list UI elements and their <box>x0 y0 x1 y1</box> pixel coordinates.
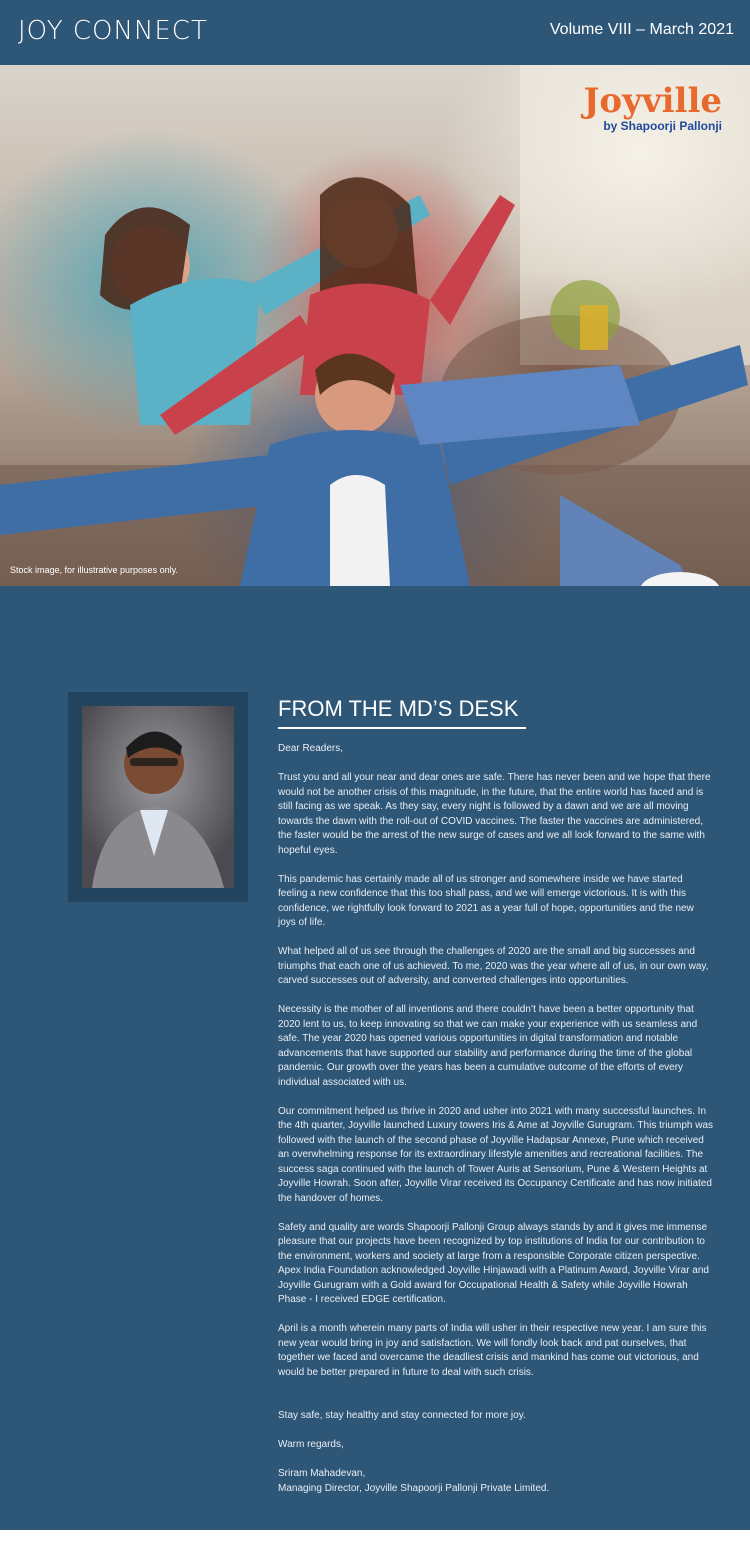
letter-body <box>278 742 714 1496</box>
newsletter-header <box>0 0 750 65</box>
paragraph: Trust you and all your near and dear ones are safe. There has never been and we hope that there would not be another crisis of this magnitude, in the future, that the entire world has faced and is still facing as we speak. As they say, every night is followed by a dawn and we are all moving towards the dawn with the roll-out of COVID vaccines. The faster the vaccines are administered, the faster would be the arrest of the new surge of cases and we all look forward to the same with hopeful eyes. <box>278 772 711 856</box>
paragraph: April is a month wherein many parts of India will usher in their respective new year. I am sure this new year would bring in joy and satisfaction. We will fondly look back and pat ourselves, that together we faced and overcame the deadliest crisis and mankind has come out victorious, and would be better prepared in future to deal with such crisis. <box>278 1323 707 1378</box>
paragraph: Safety and quality are words Shapoorji Pallonji Group always stands by and it gives me immense pleasure that our projects have been recognized by top institutions of India for our contribution to the environment, workers and society at large from a responsible Corporate citizen perspective. Apex India Foundation acknowledged Joyville Hinjawadi with a Platinum Award, Joyville Virar and Joyville Gurugram with a Gold award for Occupational Health & Safety while Joyville Howrah Phase - I received EDGE certification. <box>278 1221 709 1305</box>
closing-line: Stay safe, stay healthy and stay connected for more joy. <box>278 1410 526 1421</box>
signature-name: Sriram Mahadevan, <box>278 1468 366 1479</box>
newsletter-brand: JOY CONNECT <box>18 16 208 46</box>
regards: Warm regards, <box>278 1439 344 1450</box>
hero-image <box>0 65 750 586</box>
greeting: Dear Readers, <box>278 743 344 754</box>
issue-volume: Volume VIII – March 2021 <box>549 21 734 38</box>
joyville-logo <box>583 81 722 133</box>
logo-wordmark: Joyville <box>583 81 722 121</box>
paragraph: What helped all of us see through the challenges of 2020 are the small and big successes and triumphs that each one of us achieved. To me, 2020 was the year where all of us, in our own way, carved successes out of adversity, and converted challenges into opportunities. <box>278 946 709 986</box>
family-illustration <box>0 65 750 586</box>
paragraph: This pandemic has certainly made all of us stronger and somewhere inside we have started feeling a new confidence that this too shall pass, and we will emerge victorious. It is with this confidence, we rightfully look forward to 2021 as a year full of hope, opportunities and the new joys of life. <box>278 873 694 928</box>
md-desk-section <box>0 586 750 1530</box>
paragraph: Necessity is the mother of all inventions and there couldn’t have been a better opportunity that 2020 lent to us, to keep innovating so that we can make your experience with us seamless and safe. The year 2020 has opened various opportunities in digital transformation and notable advancements that have supported our stability and performance during the time of the global pandemic. Our growth over the years has been a cumulative outcome of the efforts of every individual associated with us. <box>278 1004 698 1088</box>
logo-subtitle: by Shapoorji Pallonji <box>603 119 722 133</box>
md-portrait <box>82 706 234 888</box>
paragraph: Our commitment helped us thrive in 2020 and usher into 2021 with many successful launches. In the 4th quarter, Joyville launched Luxury towers Iris & Ame at Joyville Gurugram. This triumph was followed with the launch of the second phase of Joyville Hadapsar Annexe, Pune which received an overwhelming response for its extraordinary lifestyle amenities and recreational facilities. The success saga continued with the launch of Tower Auris at Sensorium, Pune & Western Heights at Joyville Howrah. Soon after, Joyville Virar received its Occupancy Certificate and has now initiated the handover of homes. <box>278 1105 714 1204</box>
signature-title: Managing Director, Joyville Shapoorji Pallonji Private Limited. <box>278 1482 550 1494</box>
portrait-frame <box>68 692 248 902</box>
section-title: FROM THE MD’S DESK <box>278 696 519 721</box>
title-underline <box>278 727 526 729</box>
image-caption: Stock image, for illustrative purposes only. <box>10 565 178 575</box>
